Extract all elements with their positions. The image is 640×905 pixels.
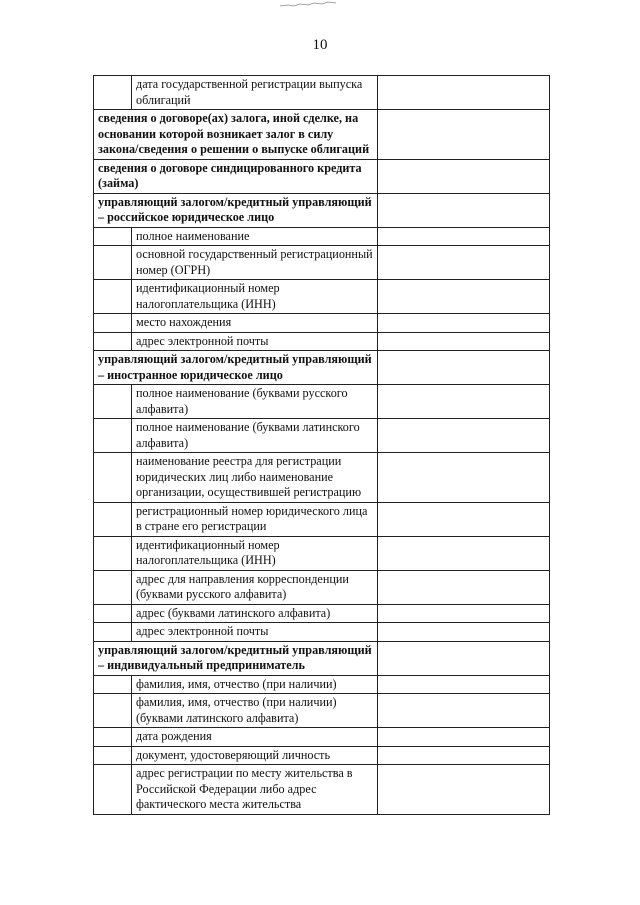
field-label: наименование реестра для регистрации юридических лиц либо наименование организации, осуществившей регистрацию	[132, 453, 378, 503]
value-cell	[378, 159, 550, 193]
indent-cell	[94, 728, 132, 747]
table-row	[94, 502, 550, 536]
indent-cell	[94, 76, 132, 110]
indent-cell	[94, 765, 132, 815]
indent-cell	[94, 623, 132, 642]
table-row	[94, 314, 550, 333]
value-cell	[378, 623, 550, 642]
indent-cell	[94, 694, 132, 728]
value-cell	[378, 502, 550, 536]
table-row	[94, 536, 550, 570]
indent-cell	[94, 246, 132, 280]
value-cell	[378, 675, 550, 694]
table-row	[94, 332, 550, 351]
field-label: документ, удостоверяющий личность	[132, 746, 378, 765]
value-cell	[378, 746, 550, 765]
value-cell	[378, 536, 550, 570]
table-row	[94, 675, 550, 694]
table-row	[94, 746, 550, 765]
field-label: дата рождения	[132, 728, 378, 747]
value-cell	[378, 314, 550, 333]
section-header-label: управляющий залогом/кредитный управляющий – российское юридическое лицо	[94, 193, 378, 227]
value-cell	[378, 385, 550, 419]
field-label: адрес электронной почты	[132, 623, 378, 642]
table-row	[94, 604, 550, 623]
field-label: фамилия, имя, отчество (при наличии) (буквами латинского алфавита)	[132, 694, 378, 728]
indent-cell	[94, 502, 132, 536]
value-cell	[378, 76, 550, 110]
section-header-row	[94, 641, 550, 675]
field-label: идентификационный номер налогоплательщика (ИНН)	[132, 536, 378, 570]
value-cell	[378, 351, 550, 385]
table-row	[94, 453, 550, 503]
table-row	[94, 728, 550, 747]
value-cell	[378, 419, 550, 453]
value-cell	[378, 453, 550, 503]
field-label: адрес (буквами латинского алфавита)	[132, 604, 378, 623]
table-row	[94, 227, 550, 246]
section-header-row	[94, 351, 550, 385]
indent-cell	[94, 746, 132, 765]
table-row	[94, 246, 550, 280]
value-cell	[378, 332, 550, 351]
section-header-label: управляющий залогом/кредитный управляющий – иностранное юридическое лицо	[94, 351, 378, 385]
field-label: идентификационный номер налогоплательщика (ИНН)	[132, 280, 378, 314]
section-header-label: сведения о договоре синдицированного кредита (займа)	[94, 159, 378, 193]
table-row	[94, 694, 550, 728]
section-header-row	[94, 159, 550, 193]
indent-cell	[94, 227, 132, 246]
field-label: адрес для направления корреспонденции (буквами русского алфавита)	[132, 570, 378, 604]
form-table	[93, 75, 550, 815]
field-label: адрес регистрации по месту жительства в Российской Федерации либо адрес фактического места жительства	[132, 765, 378, 815]
indent-cell	[94, 570, 132, 604]
value-cell	[378, 193, 550, 227]
field-label: фамилия, имя, отчество (при наличии)	[132, 675, 378, 694]
section-header-row	[94, 193, 550, 227]
table-row	[94, 385, 550, 419]
indent-cell	[94, 280, 132, 314]
section-header-row	[94, 110, 550, 160]
table-row	[94, 570, 550, 604]
indent-cell	[94, 419, 132, 453]
field-label: полное наименование (буквами латинского алфавита)	[132, 419, 378, 453]
value-cell	[378, 227, 550, 246]
indent-cell	[94, 604, 132, 623]
field-label: полное наименование (буквами русского алфавита)	[132, 385, 378, 419]
table-row	[94, 419, 550, 453]
section-header-label: сведения о договоре(ах) залога, иной сделке, на основании которой возникает залог в силу закона/сведения о решении о выпуске облигаций	[94, 110, 378, 160]
value-cell	[378, 641, 550, 675]
scan-artifact	[278, 0, 338, 8]
table-row	[94, 76, 550, 110]
table-row	[94, 623, 550, 642]
indent-cell	[94, 536, 132, 570]
field-label: основной государственный регистрационный номер (ОГРН)	[132, 246, 378, 280]
indent-cell	[94, 453, 132, 503]
field-label: адрес электронной почты	[132, 332, 378, 351]
section-header-label: управляющий залогом/кредитный управляющий – индивидуальный предприниматель	[94, 641, 378, 675]
value-cell	[378, 728, 550, 747]
page-number: 10	[312, 37, 328, 53]
value-cell	[378, 110, 550, 160]
indent-cell	[94, 675, 132, 694]
value-cell	[378, 280, 550, 314]
table-row	[94, 280, 550, 314]
field-label: дата государственной регистрации выпуска облигаций	[132, 76, 378, 110]
indent-cell	[94, 385, 132, 419]
indent-cell	[94, 314, 132, 333]
value-cell	[378, 604, 550, 623]
value-cell	[378, 765, 550, 815]
value-cell	[378, 246, 550, 280]
field-label: полное наименование	[132, 227, 378, 246]
field-label: место нахождения	[132, 314, 378, 333]
value-cell	[378, 694, 550, 728]
table-row	[94, 765, 550, 815]
field-label: регистрационный номер юридического лица в стране его регистрации	[132, 502, 378, 536]
value-cell	[378, 570, 550, 604]
indent-cell	[94, 332, 132, 351]
